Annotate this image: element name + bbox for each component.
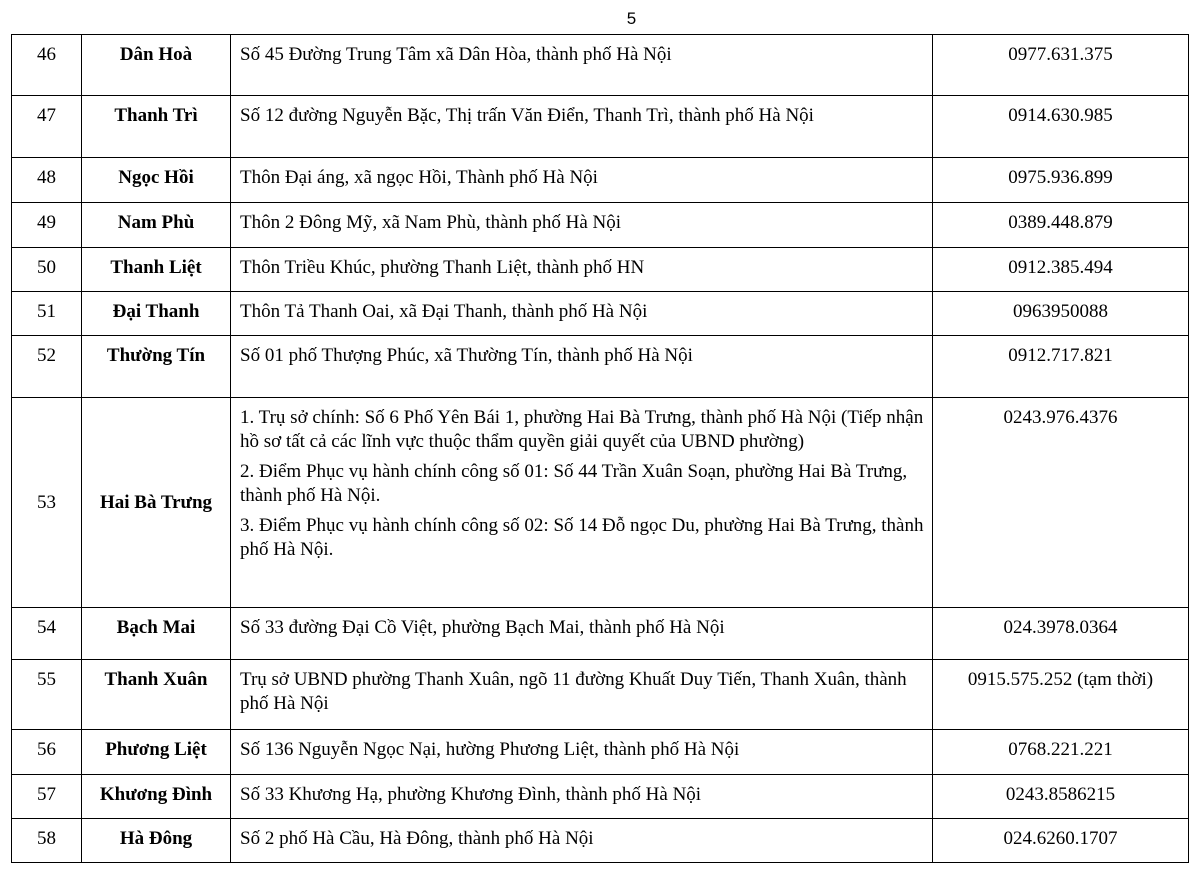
table-row: [12, 292, 1189, 336]
page-number: 5: [626, 9, 637, 28]
unit-name: Thanh Xuân: [104, 669, 208, 690]
phone-number: 0912.717.821: [1008, 345, 1113, 366]
row-number: 57: [37, 784, 56, 805]
unit-name: Khương Đình: [99, 784, 213, 805]
row-number-cell: [12, 608, 82, 660]
phone-cell: [933, 292, 1189, 336]
row-number-cell: [12, 398, 82, 608]
table-row: [12, 730, 1189, 775]
phone-number: 0243.976.4376: [1003, 407, 1118, 428]
unit-name: Bạch Mai: [116, 617, 196, 638]
table-row: [12, 660, 1189, 730]
phone-number: 0389.448.879: [1008, 212, 1113, 233]
table-row: [12, 35, 1189, 96]
unit-name: Nam Phù: [117, 212, 195, 233]
phone-cell: [933, 730, 1189, 775]
table-row: [12, 608, 1189, 660]
row-number-cell: [12, 96, 82, 158]
unit-name-cell: [82, 608, 231, 660]
row-number: 53: [37, 491, 56, 513]
unit-name: Hà Đông: [119, 828, 193, 849]
row-number-cell: [12, 203, 82, 248]
table-row: [12, 203, 1189, 248]
row-number: 55: [37, 669, 56, 690]
address-main-office: 1. Trụ sở chính: Số 6 Phố Yên Bái 1, phường Hai Bà Trưng, thành phố Hà Nội (Tiếp nhận hồ sơ tất cả các lĩnh vực thuộc thẩm quyền giải quyết của UBND phường): [240, 407, 924, 452]
address-cell: [231, 158, 933, 203]
unit-name: Thanh Trì: [114, 105, 198, 126]
row-number-cell: [12, 660, 82, 730]
unit-name: Hai Bà Trưng: [99, 491, 213, 513]
phone-cell: [933, 398, 1189, 608]
unit-name: Đại Thanh: [112, 301, 200, 322]
row-number: 48: [37, 167, 56, 188]
address-cell: [231, 292, 933, 336]
unit-name-cell: [82, 660, 231, 730]
unit-name: Ngọc Hồi: [118, 167, 194, 188]
table-row: [12, 96, 1189, 158]
phone-cell: [933, 35, 1189, 96]
address-text: Số 136 Nguyễn Ngọc Nại, hường Phương Liệt, thành phố Hà Nội: [240, 739, 740, 760]
address-text: Thôn Tả Thanh Oai, xã Đại Thanh, thành phố Hà Nội: [240, 301, 648, 322]
address-text: Số 33 Khương Hạ, phường Khương Đình, thành phố Hà Nội: [240, 784, 702, 805]
phone-number: 0243.8586215: [1005, 784, 1116, 805]
unit-name-cell: [82, 819, 231, 863]
address-cell: [231, 336, 933, 398]
table-row: [12, 158, 1189, 203]
address-text: Số 45 Đường Trung Tâm xã Dân Hòa, thành phố Hà Nội: [240, 44, 672, 65]
office-address-table: [11, 34, 1189, 863]
address-text: Số 01 phố Thượng Phúc, xã Thường Tín, thành phố Hà Nội: [240, 345, 693, 366]
table-row: [12, 336, 1189, 398]
phone-cell: [933, 248, 1189, 292]
row-number: 52: [37, 345, 56, 366]
phone-number: 024.6260.1707: [1003, 828, 1118, 849]
row-number: 49: [37, 212, 56, 233]
address-text: Thôn 2 Đông Mỹ, xã Nam Phù, thành phố Hà Nội: [240, 212, 622, 233]
row-number-cell: [12, 248, 82, 292]
unit-name: Thường Tín: [106, 345, 206, 366]
unit-name-cell: [82, 96, 231, 158]
row-number-cell: [12, 158, 82, 203]
unit-name: Phương Liệt: [105, 739, 207, 760]
phone-cell: [933, 819, 1189, 863]
unit-name: Dân Hoà: [119, 44, 193, 65]
address-cell: [231, 730, 933, 775]
unit-name-cell: [82, 730, 231, 775]
row-number-cell: [12, 35, 82, 96]
unit-name-cell: [82, 248, 231, 292]
row-number: 51: [37, 301, 56, 322]
phone-cell: [933, 96, 1189, 158]
phone-cell: [933, 660, 1189, 730]
row-number: 54: [37, 617, 56, 638]
address-text: Thôn Đại áng, xã ngọc Hồi, Thành phố Hà Nội: [240, 167, 598, 188]
address-text: Số 12 đường Nguyễn Bặc, Thị trấn Văn Điển, Thanh Trì, thành phố Hà Nội: [240, 105, 814, 126]
table-row: [12, 398, 1189, 608]
phone-cell: [933, 775, 1189, 819]
row-number-cell: [12, 819, 82, 863]
phone-cell: [933, 203, 1189, 248]
address-service-point-01: 2. Điểm Phục vụ hành chính công số 01: Số 44 Trần Xuân Soạn, phường Hai Bà Trưng, thành phố Hà Nội.: [240, 461, 908, 506]
row-number-cell: [12, 775, 82, 819]
phone-number: 0914.630.985: [1008, 105, 1113, 126]
address-cell: [231, 248, 933, 292]
unit-name: Thanh Liệt: [110, 257, 202, 278]
phone-number: 0915.575.252 (tạm thời): [967, 669, 1154, 690]
row-number-cell: [12, 292, 82, 336]
phone-number: 0975.936.899: [1008, 167, 1113, 188]
row-number: 50: [37, 257, 56, 278]
phone-number: 0963950088: [1013, 301, 1108, 322]
phone-number: 024.3978.0364: [1003, 617, 1118, 638]
unit-name-cell: [82, 158, 231, 203]
row-number: 47: [37, 105, 56, 126]
table-row: [12, 248, 1189, 292]
address-cell: [231, 96, 933, 158]
table-row: [12, 819, 1189, 863]
phone-cell: [933, 608, 1189, 660]
address-cell: [231, 398, 933, 608]
table-row: [12, 775, 1189, 819]
row-number-cell: [12, 730, 82, 775]
phone-number: 0977.631.375: [1008, 44, 1113, 65]
row-number: 56: [37, 739, 56, 760]
unit-name-cell: [82, 35, 231, 96]
unit-name-cell: [82, 292, 231, 336]
address-cell: [231, 35, 933, 96]
address-text: Số 2 phố Hà Cầu, Hà Đông, thành phố Hà Nội: [240, 828, 594, 849]
address-cell: [231, 203, 933, 248]
address-cell: [231, 608, 933, 660]
phone-cell: [933, 336, 1189, 398]
address-cell: [231, 819, 933, 863]
phone-number: 0912.385.494: [1008, 257, 1113, 278]
address-cell: [231, 775, 933, 819]
row-number: 46: [37, 44, 56, 65]
row-number-cell: [12, 336, 82, 398]
address-text: Trụ sở UBND phường Thanh Xuân, ngõ 11 đường Khuất Duy Tiến, Thanh Xuân, thành phố Hà Nội: [240, 669, 907, 714]
phone-cell: [933, 158, 1189, 203]
unit-name-cell: [82, 398, 231, 608]
unit-name-cell: [82, 336, 231, 398]
address-cell: [231, 660, 933, 730]
address-text: Thôn Triều Khúc, phường Thanh Liệt, thành phố HN: [240, 257, 645, 278]
address-service-point-02: 3. Điểm Phục vụ hành chính công số 02: Số 14 Đỗ ngọc Du, phường Hai Bà Trưng, thành phố Hà Nội.: [240, 515, 924, 560]
unit-name-cell: [82, 203, 231, 248]
unit-name-cell: [82, 775, 231, 819]
row-number: 58: [37, 828, 56, 849]
phone-number: 0768.221.221: [1008, 739, 1113, 760]
address-text: Số 33 đường Đại Cồ Việt, phường Bạch Mai, thành phố Hà Nội: [240, 617, 725, 638]
